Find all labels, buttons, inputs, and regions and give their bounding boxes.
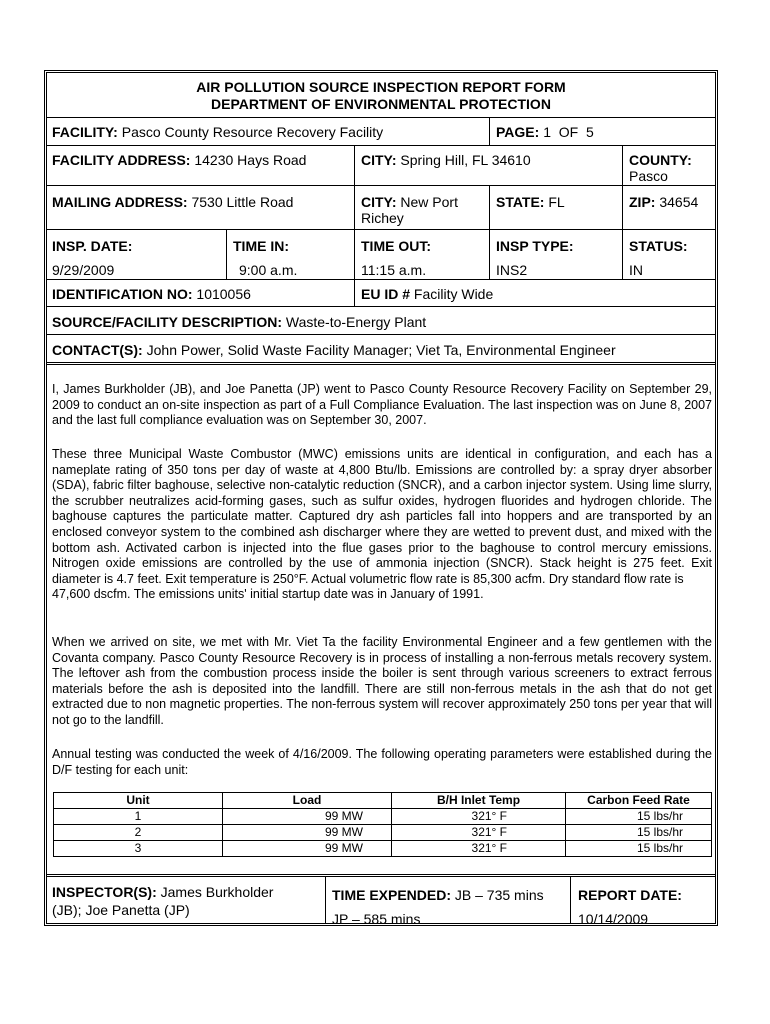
source-description-label: SOURCE/FACILITY DESCRIPTION: <box>52 314 282 330</box>
rule <box>489 185 490 279</box>
county-field <box>629 152 692 184</box>
eu-id-field <box>361 286 493 302</box>
bh-inlet-temp-cell: 321° F <box>392 841 566 857</box>
unit-cell: 1 <box>54 809 223 825</box>
source-description-value: Waste-to-Energy Plant <box>285 314 427 330</box>
rule <box>622 145 623 279</box>
city-field <box>361 152 531 168</box>
facility-field <box>52 124 383 140</box>
rule <box>47 185 715 186</box>
inspectors-value-line1: James Burkholder <box>160 884 274 900</box>
column-header-unit: Unit <box>54 793 223 809</box>
rule <box>47 334 715 335</box>
table-row <box>54 809 712 825</box>
city-value: Spring Hill, FL 34610 <box>400 152 531 168</box>
operating-parameters-table <box>53 792 712 857</box>
identification-label: IDENTIFICATION NO: <box>52 286 193 302</box>
eu-id-label: EU ID # <box>361 286 411 302</box>
contacts-label: CONTACT(S): <box>52 342 143 358</box>
load-cell: 99 MW <box>223 809 392 825</box>
status-value: IN <box>629 262 643 278</box>
carbon-feed-rate-cell: 15 lbs/hr <box>566 809 712 825</box>
state-label: STATE: <box>496 194 545 210</box>
time-expended-value-line2: JP – 585 mins <box>332 911 421 927</box>
rule <box>489 117 490 145</box>
table-header-row <box>54 793 712 809</box>
inspectors-field <box>52 883 273 919</box>
table-row <box>54 825 712 841</box>
time-in-value: 9:00 a.m. <box>239 262 298 278</box>
rule <box>47 229 715 230</box>
insp-date-field <box>52 238 132 278</box>
page-value: 1 OF 5 <box>543 124 594 140</box>
source-description-field <box>52 314 426 330</box>
time-out-field <box>361 238 431 278</box>
mailing-city-field <box>361 194 458 226</box>
rule <box>47 306 715 307</box>
insp-type-label: INSP TYPE: <box>496 238 574 254</box>
eu-id-value: Facility Wide <box>413 286 494 302</box>
inspectors-label: INSPECTOR(S): <box>52 884 157 900</box>
city-label: CITY: <box>361 152 397 168</box>
time-in-label: TIME IN: <box>233 238 289 254</box>
inspectors-value-line2: (JB); Joe Panetta (JP) <box>52 902 190 918</box>
rule <box>47 279 715 280</box>
mailing-city-label: CITY: <box>361 194 397 210</box>
narrative-paragraph-4: Annual testing was conducted the week of 4/16/2009. The following operating parameters were established during the D/F testing for each unit: <box>52 747 712 777</box>
rule <box>47 145 715 146</box>
form-title <box>48 79 714 113</box>
contacts-value: John Power, Solid Waste Facility Manager; Viet Ta, Environmental Engineer <box>146 342 616 358</box>
form-title-line2: DEPARTMENT OF ENVIRONMENTAL PROTECTION <box>211 96 551 112</box>
zip-value: 34654 <box>659 194 699 210</box>
rule <box>354 145 355 306</box>
narrative-paragraph-2-text: These three Municipal Waste Combustor (MWC) emissions units are identical in configuration, and each has a nameplate rating of 350 tons per day of waste at 4,800 Btu/lb. Emissions are controlled by: a spray dryer absorber (SDA), fabric filter baghouse, selective non-catalytic reduction (SNCR), and a carbon injector system. Using lime slurry, the scrubber neutralizes acid-forming gases, such as sulfur oxides, hydrogen fluorides and hydrogen chloride. The baghouse captures the particulate matter. Captured dry ash particles fall into hoppers and are transported by an enclosed conveyor system to the combined ash discharger where they are wetted to prevent dust, and mixed with the bottom ash. Activated carbon is injected into the flue gases prior to the baghouse to control mercury emissions. Nitrogen oxide emissions are controlled by the use of ammonia injection (SNCR). Stack height is 275 feet. Exit diameter is 4.7 feet. Exit temperature is 250°F. Actual volumetric flow rate is 85,300 acfm. Dry standard flow rate is <box>52 447 712 586</box>
bh-inlet-temp-cell: 321° F <box>392 825 566 841</box>
contacts-field <box>52 342 616 358</box>
insp-type-value: INS2 <box>496 262 528 278</box>
state-field <box>496 194 565 210</box>
unit-cell: 2 <box>54 825 223 841</box>
report-date-field <box>578 883 682 931</box>
rule <box>226 229 227 279</box>
facility-label: FACILITY: <box>52 124 118 140</box>
narrative-paragraph-2-last-line: 47,600 dscfm. The emissions units' initial startup date was in January of 1991. <box>52 587 484 602</box>
facility-address-label: FACILITY ADDRESS: <box>52 152 191 168</box>
rule <box>47 876 715 877</box>
time-out-label: TIME OUT: <box>361 238 431 254</box>
time-expended-field <box>332 883 544 931</box>
county-label: COUNTY: <box>629 152 692 168</box>
load-cell: 99 MW <box>223 841 392 857</box>
insp-date-label: INSP. DATE: <box>52 238 133 254</box>
column-header-carbon-feed-rate: Carbon Feed Rate <box>566 793 712 809</box>
identification-field <box>52 286 251 302</box>
column-header-load: Load <box>223 793 392 809</box>
county-value: Pasco <box>629 168 668 184</box>
rule <box>47 874 715 875</box>
time-expended-label: TIME EXPENDED: <box>332 887 452 903</box>
facility-address-value: 14230 Hays Road <box>194 152 307 168</box>
carbon-feed-rate-cell: 15 lbs/hr <box>566 825 712 841</box>
mailing-city-value-line2: Richey <box>361 210 404 226</box>
mailing-address-value: 7530 Little Road <box>191 194 294 210</box>
state-value: FL <box>548 194 565 210</box>
page-field <box>496 124 594 140</box>
identification-value: 1010056 <box>196 286 251 302</box>
narrative-paragraph-2 <box>52 447 712 603</box>
bh-inlet-temp-cell: 321° F <box>392 809 566 825</box>
status-field <box>629 238 688 278</box>
column-header-bh-inlet-temp: B/H Inlet Temp <box>392 793 566 809</box>
time-expended-value-line1: JB – 735 mins <box>454 887 544 903</box>
narrative-paragraph-1: I, James Burkholder (JB), and Joe Panetta (JP) went to Pasco County Resource Recovery Facility on September 29, 2009 to conduct an on-site inspection as part of a Full Compliance Evaluation. The last inspection was on June 8, 2007 and the last full compliance evaluation was on September 30, 2007. <box>52 382 712 428</box>
carbon-feed-rate-cell: 15 lbs/hr <box>566 841 712 857</box>
report-date-label: REPORT DATE: <box>578 887 682 903</box>
rule <box>47 362 715 363</box>
time-out-value: 11:15 a.m. <box>361 262 427 278</box>
insp-type-field <box>496 238 574 278</box>
zip-label: ZIP: <box>629 194 656 210</box>
narrative-paragraph-3: When we arrived on site, we met with Mr. Viet Ta the facility Environmental Engineer and a few gentlemen with the Covanta company. Pasco County Resource Recovery is in process of installing a non-ferrous metals recovery system. The leftover ash from the combustion process inside the boiler is sent through various screeners to extract ferrous materials before the ash is deposited into the landfill. There are still non-ferrous metals in the ash that do not get extracted due to non magnetic properties. The non-ferrous system will recover approximately 250 tons per year that will not go to the landfill. <box>52 635 712 727</box>
report-date-value: 10/14/2009 <box>578 911 649 927</box>
unit-cell: 3 <box>54 841 223 857</box>
page-label: PAGE: <box>496 124 540 140</box>
rule <box>325 876 326 924</box>
form-title-line1: AIR POLLUTION SOURCE INSPECTION REPORT FORM <box>196 79 566 95</box>
rule <box>47 117 715 118</box>
mailing-address-label: MAILING ADDRESS: <box>52 194 188 210</box>
zip-field <box>629 194 698 210</box>
insp-date-value: 9/29/2009 <box>52 262 115 278</box>
rule <box>47 364 715 365</box>
status-label: STATUS: <box>629 238 688 254</box>
mailing-address-field <box>52 194 293 210</box>
rule <box>570 876 571 924</box>
facility-address-field <box>52 152 306 168</box>
mailing-city-value-line1: New Port <box>400 194 458 210</box>
facility-value: Pasco County Resource Recovery Facility <box>121 124 384 140</box>
load-cell: 99 MW <box>223 825 392 841</box>
time-in-field <box>233 238 297 278</box>
table-row <box>54 841 712 857</box>
